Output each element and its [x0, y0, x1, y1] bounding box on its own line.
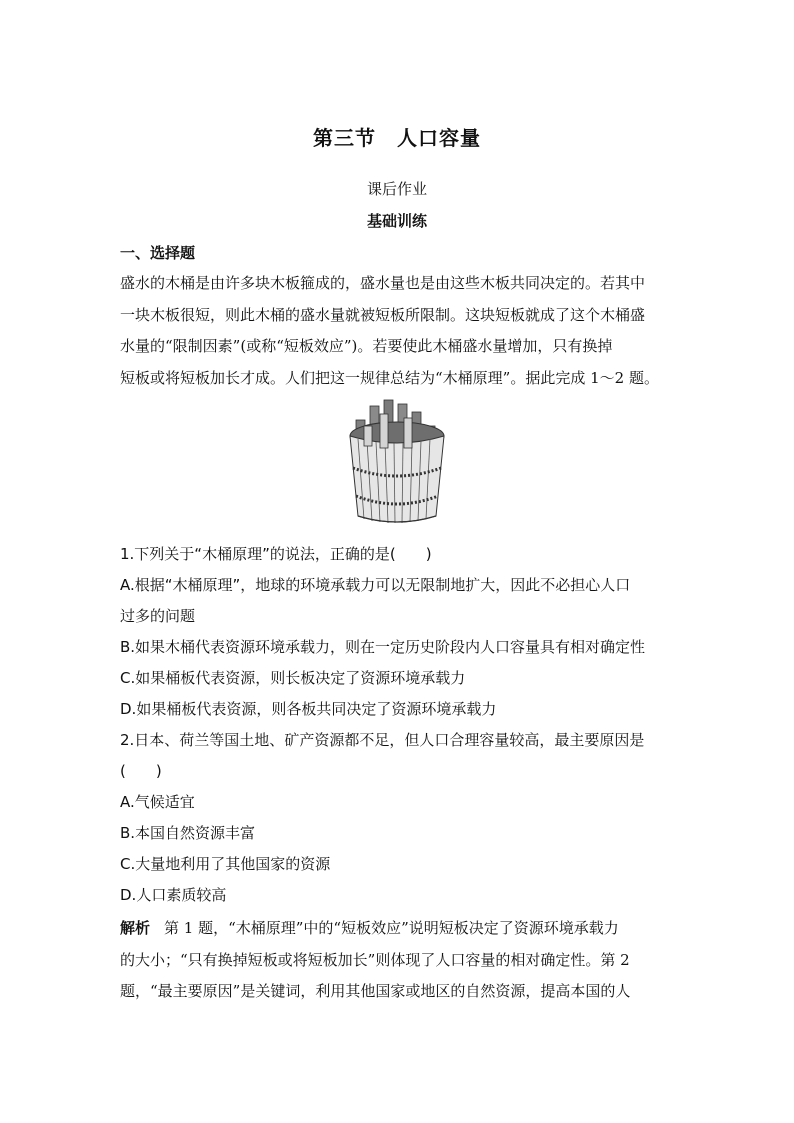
question-1-option-b: B.如果木桶代表资源环境承载力，则在一定历史阶段内人口容量具有相对确定性 [120, 638, 646, 656]
question-2-option-c: C.大量地利用了其他国家的资源 [120, 855, 331, 873]
question-2-option-a: A.气候适宜 [120, 793, 195, 811]
analysis-text: 第 1 题，“木桶原理”中的“短板效应”说明短板决定了资源环境承载力 [164, 919, 619, 937]
question-1-option-a-cont: 过多的问题 [120, 607, 196, 625]
subtitle: 课后作业 [366, 180, 427, 198]
analysis-label: 解析 [120, 919, 151, 937]
question-1-option-c: C.如果桶板代表资源，则长板决定了资源环境承载力 [120, 669, 466, 687]
question-2-option-b: B.本国自然资源丰富 [120, 824, 256, 842]
passage-line: 一块木板很短，则此木桶的盛水量就被短板所限制。这块短板就成了这个木桶盛 [120, 305, 646, 324]
analysis-line: 的大小；“只有换掉短板或将短板加长”则体现了人口容量的相对确定性。第 2 [120, 950, 630, 969]
reading-passage [120, 268, 678, 394]
passage-line: 水量的“限制因素”(或称“短板效应”)。若要使此木桶盛水量增加，只有换掉 [120, 337, 613, 355]
question-2-option-d: D.人口素质较高 [120, 886, 227, 904]
question-2-stem: 2.日本、荷兰等国土地、矿产资源都不足，但人口合理容量较高，最主要原因是 [120, 731, 645, 749]
subheading: 基础训练 [366, 212, 427, 230]
analysis-line: 题，“最主要原因”是关键词，利用其他国家或地区的自然资源，提高本国的人 [120, 982, 631, 1000]
question-2-stem-cont: ( ) [120, 762, 162, 780]
analysis-line [120, 913, 678, 945]
question-block [120, 542, 680, 914]
analysis-block [120, 913, 678, 1008]
question-1-option-d: D.如果桶板代表资源，则各板共同决定了资源环境承载力 [120, 700, 497, 718]
wooden-bucket-illustration [344, 396, 450, 528]
section-heading: 一、选择题 [120, 244, 196, 262]
question-1-option-a: A.根据“木桶原理”，地球的环境承载力可以无限制地扩大，因此不必担心人口 [120, 576, 631, 594]
page-title: 第三节 人口容量 [313, 126, 481, 150]
passage-line: 短板或将短板加长才成。人们把这一规律总结为“木桶原理”。据此完成 1～2 题。 [120, 368, 659, 387]
question-1-stem: 1.下列关于“木桶原理”的说法，正确的是( ) [120, 545, 432, 563]
passage-line: 盛水的木桶是由许多块木板箍成的，盛水量也是由这些木板共同决定的。若其中 [120, 274, 646, 292]
